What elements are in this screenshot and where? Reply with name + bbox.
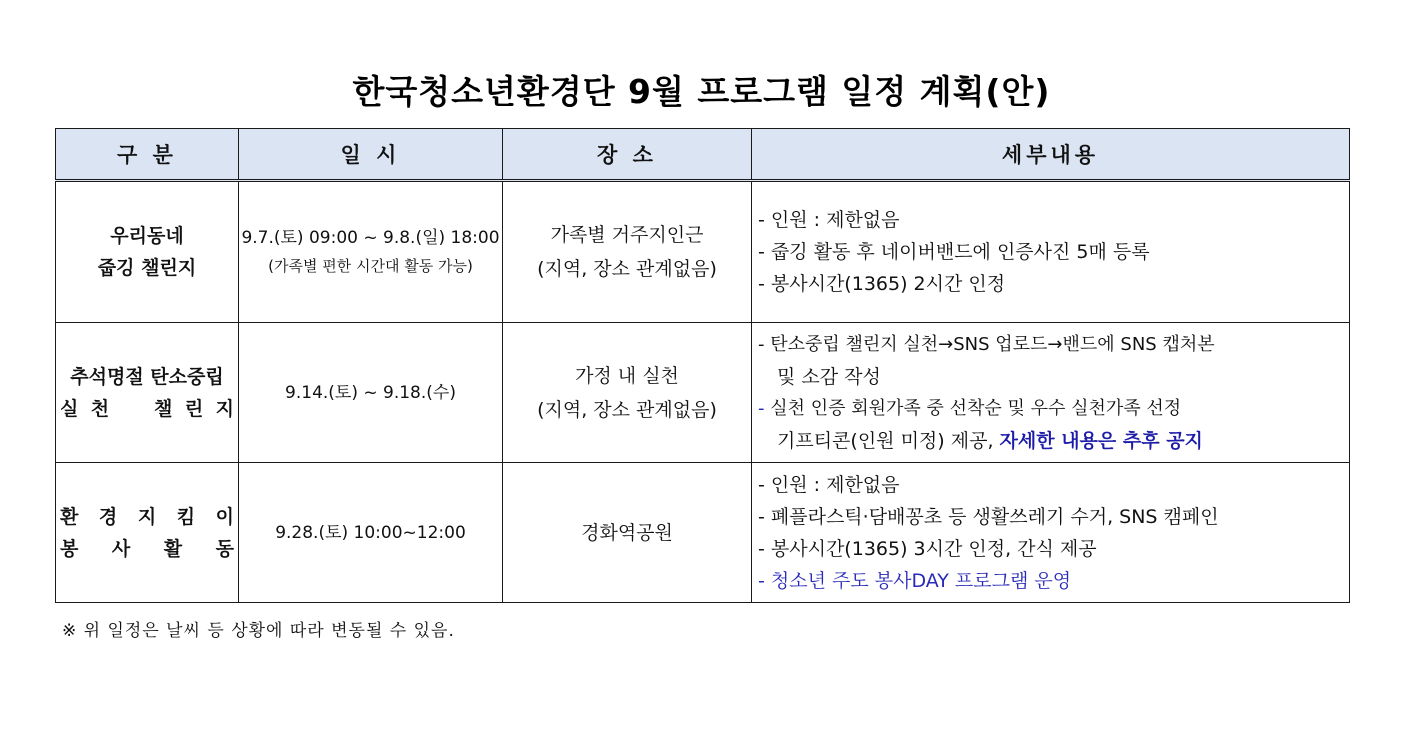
place-line: 경화역공원: [581, 521, 673, 544]
category-char: 이: [215, 505, 234, 528]
category-line: 추석명절 탄소중립: [70, 365, 224, 388]
detail-item: - 인원 : 제한없음: [758, 473, 900, 496]
place-note: (지역, 장소 관계없음): [537, 258, 717, 280]
detail-text: 실천 인증 회원가족 중 선착순 및 우수 실천가족 선정: [770, 397, 1182, 419]
detail-item: - 인원 : 제한없음: [758, 209, 900, 231]
detail-item: - 탄소중립 챌린지 실천→SNS 업로드→밴드에 SNS 캡처본: [758, 333, 1215, 355]
schedule-table: [55, 128, 1350, 603]
detail-item: - 폐플라스틱·담배꽁초 등 생활쓰레기 수거, SNS 캠페인: [758, 505, 1219, 528]
category-line: [56, 501, 238, 533]
details-cell: [752, 463, 1350, 603]
detail-dash: -: [758, 397, 771, 419]
category-char: 지: [137, 505, 157, 528]
details-cell: [752, 181, 1350, 323]
category-char: 챌: [154, 397, 173, 420]
category-char: 동: [215, 537, 234, 560]
date-line: 9.14.(토) ~ 9.18.(수): [285, 382, 456, 403]
detail-item: [758, 393, 1345, 425]
category-char: 킴: [176, 505, 196, 528]
category-char: 환: [60, 505, 79, 528]
category-char: 경: [98, 505, 118, 528]
header-details: 세부내용: [752, 129, 1350, 181]
table-row: [56, 181, 1350, 323]
category-char: 지: [215, 397, 234, 420]
category-char: 실: [60, 397, 79, 420]
detail-item: - 청소년 주도 봉사DAY 프로그램 운영: [758, 569, 1072, 592]
category-line: 줍깅 챌린지: [97, 257, 197, 279]
table-row: [56, 323, 1350, 463]
category-cell: [56, 463, 239, 603]
category-char: 활: [163, 537, 183, 560]
detail-highlight: 자세한 내용은 추후 공지: [999, 429, 1203, 452]
date-line: 9.7.(토) 09:00 ~ 9.8.(일) 18:00: [241, 228, 500, 248]
category-line: [56, 533, 238, 565]
detail-item: - 봉사시간(1365) 2시간 인정: [758, 273, 1006, 295]
category-line: [56, 393, 238, 425]
detail-text: 기프티콘(인원 미정) 제공,: [777, 429, 1000, 452]
category-char: 천: [90, 397, 110, 420]
place-cell: [503, 323, 752, 463]
category-cell: [56, 181, 239, 323]
date-line: 9.28.(토) 10:00~12:00: [275, 522, 466, 543]
category-line: 우리동네: [110, 225, 184, 247]
page-title: 한국청소년환경단 9월 프로그램 일정 계획(안): [352, 72, 1051, 111]
table-header-row: [56, 129, 1350, 181]
header-datetime: 일 시: [239, 129, 503, 181]
detail-item: - 봉사시간(1365) 3시간 인정, 간식 제공: [758, 537, 1097, 560]
place-cell: [503, 463, 752, 603]
footnote: ※ 위 일정은 날씨 등 상황에 따라 변동될 수 있음.: [62, 621, 455, 641]
header-category: 구 분: [56, 129, 239, 181]
datetime-cell: [239, 463, 503, 603]
place-note: (지역, 장소 관계없음): [537, 398, 717, 421]
datetime-cell: [239, 323, 503, 463]
details-cell: [752, 323, 1350, 463]
place-cell: [503, 181, 752, 323]
category-char: 사: [111, 537, 131, 560]
detail-continuation: [758, 425, 1345, 457]
header-place: 장 소: [503, 129, 752, 181]
place-line: 가정 내 실천: [575, 364, 679, 387]
datetime-cell: [239, 181, 503, 323]
category-char: 린: [184, 397, 204, 420]
place-line: 가족별 거주지인근: [550, 224, 704, 246]
detail-item: - 줍깅 활동 후 네이버밴드에 인증사진 5매 등록: [758, 241, 1150, 263]
table-row: [56, 463, 1350, 603]
detail-continuation: 및 소감 작성: [777, 365, 881, 388]
date-note: (가족별 편한 시간대 활동 가능): [268, 257, 473, 275]
category-cell: [56, 323, 239, 463]
category-char: 봉: [60, 537, 79, 560]
